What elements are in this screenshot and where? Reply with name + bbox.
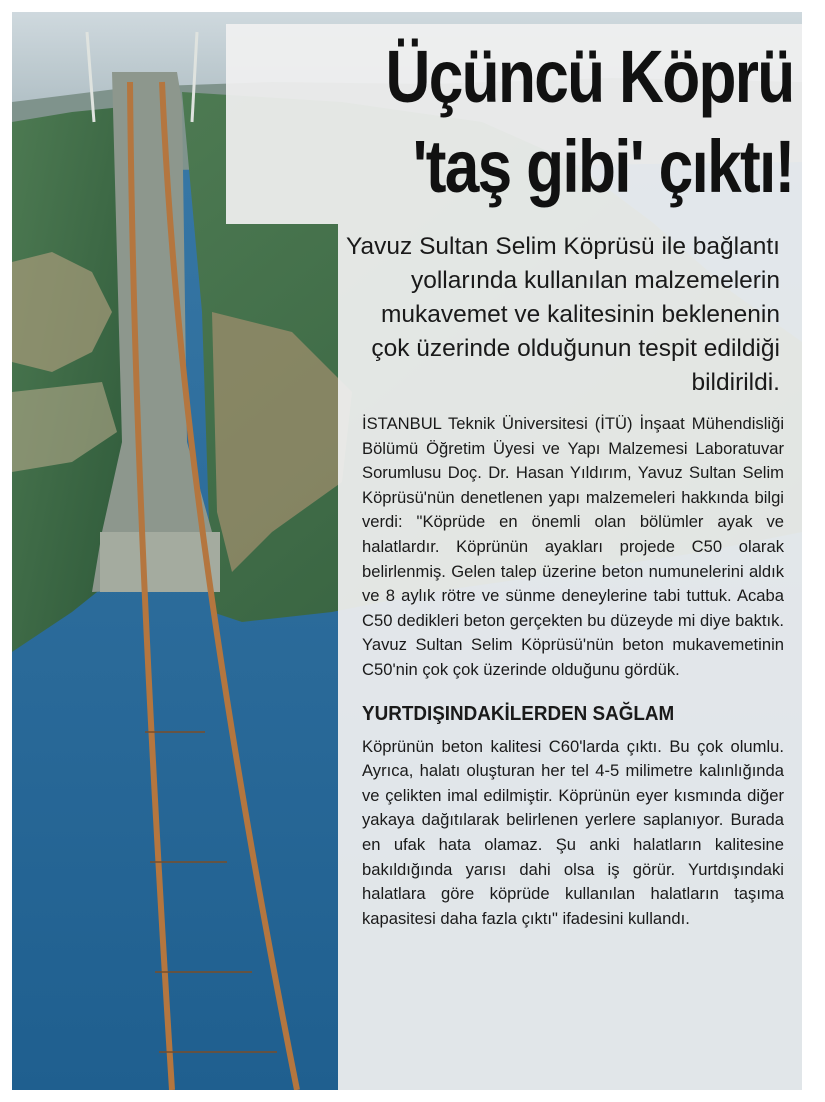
- headline-box: [226, 24, 802, 224]
- lead-paragraph: Yavuz Sultan Selim Köprüsü ile bağlantı yollarında kullanılan malzemelerin mukavemet ve kalitesinin beklenenin çok üzerinde olduğunun tespit edildiği bildirildi.: [346, 233, 780, 396]
- body-paragraph-1: İSTANBUL Teknik Üniversitesi (İTÜ) İnşaat Mühendisliği Bölümü Öğretim Üyesi ve Yapı Malzemesi Laboratuvar Sorumlusu Doç. Dr. Hasan Yıldırım, Yavuz Sultan Selim Köprüsü'nün denetlenen yapı malzemeleri hakkında bilgi verdi: "Köprüde en önemli olan bölümler ayak ve halatlardır. Köprünün ayakları projede C50 olarak belirlenmiş. Gelen talep üzerine beton numunelerini aldık ve 8 aylık rötre ve sünme deneylerine tabi tuttuk. Acaba C50 dedikleri beton gerçekten bu düzeyde mi diye baktık. Yavuz Sultan Selim Köprüsü'nün beton mukavemetinin C50'nin çok çok üzerinde olduğunu gördük.: [362, 414, 784, 679]
- subheading: YURTDIŞINDAKİLERDEN SAĞLAM: [362, 701, 675, 725]
- article-body: [338, 224, 802, 1090]
- body-paragraph-2: Köprünün beton kalitesi C60'larda çıktı. Bu çok olumlu. Ayrıca, halatı oluşturan her tel 4-5 milimetre kalınlığında ve çelikten imal edilmiştir. Köprünün eyer kısmında diğer yakaya dağıtılarak belirlenen yerlere saplanıyor. Burada en ufak hata olamaz. Şu anki halatların kalitesine bakıldığında yarısı dahi olsa iş görür. Yurtdışındaki halatlara göre köprüde kullanılan halatların taşıma kapasitesi daha fazla çıktı" ifadesini kullandı.: [362, 736, 784, 928]
- headline: [318, 24, 802, 212]
- headline-line2: 'taş gibi' çıktı!: [412, 125, 794, 208]
- headline-line1: Üçüncü Köprü: [385, 35, 794, 118]
